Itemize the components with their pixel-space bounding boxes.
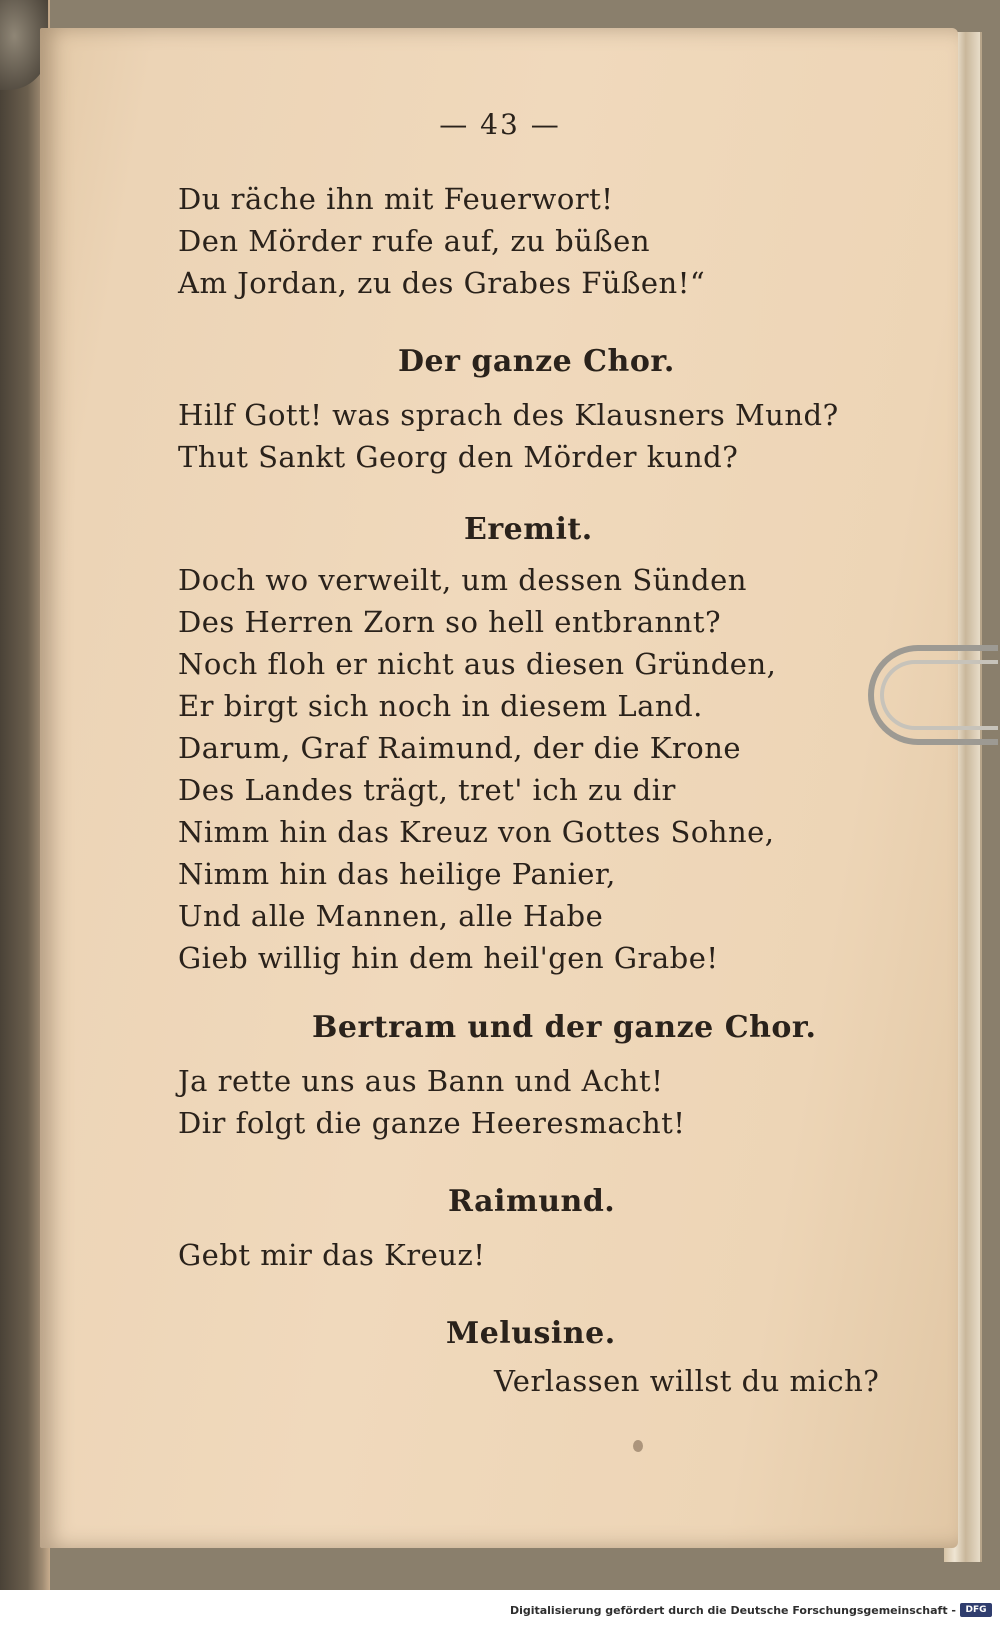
speaker-heading: Raimund. <box>448 1184 616 1219</box>
verse-line: Verlassen willst du mich? <box>494 1364 880 1398</box>
verse-line: Den Mörder rufe auf, zu büßen <box>178 224 651 258</box>
verse-line: Er birgt sich noch in diesem Land. <box>178 689 703 723</box>
digitization-credit: Digitalisierung gefördert durch die Deutsche Forschungsgemeinschaft - <box>509 1604 956 1617</box>
verse-line: Noch floh er nicht aus diesen Gründen, <box>178 647 777 681</box>
page-number: — 43 — <box>439 108 561 141</box>
verse-line: Des Landes trägt, tret' ich zu dir <box>178 773 676 807</box>
verse-line: Du räche ihn mit Feuerwort! <box>178 182 614 216</box>
verse-line: Thut Sankt Georg den Mörder kund? <box>178 440 739 474</box>
speaker-heading: Bertram und der ganze Chor. <box>312 1010 817 1045</box>
verse-line: Und alle Mannen, alle Habe <box>178 899 604 933</box>
verse-line: Gebt mir das Kreuz! <box>178 1238 486 1272</box>
verse-line: Doch wo verweilt, um dessen Sünden <box>178 563 747 597</box>
dfg-logo: DFG <box>960 1603 992 1617</box>
speaker-heading: Eremit. <box>464 512 593 547</box>
speaker-heading: Der ganze Chor. <box>398 344 675 379</box>
verse-line: Ja rette uns aus Bann und Acht! <box>178 1064 664 1098</box>
verse-line: Darum, Graf Raimund, der die Krone <box>178 731 742 765</box>
verse-line: Nimm hin das heilige Panier, <box>178 857 616 891</box>
ink-stain <box>633 1440 643 1452</box>
speaker-heading: Melusine. <box>446 1316 616 1351</box>
paper-clip-inner <box>880 660 998 730</box>
verse-line: Des Herren Zorn so hell entbrannt? <box>178 605 722 639</box>
verse-line: Gieb willig hin dem heil'gen Grabe! <box>178 941 719 975</box>
verse-line: Dir folgt die ganze Heeresmacht! <box>178 1106 686 1140</box>
verse-line: Nimm hin das Kreuz von Gottes Sohne, <box>178 815 775 849</box>
verse-line: Am Jordan, zu des Grabes Füßen!“ <box>178 266 706 300</box>
verse-line: Hilf Gott! was sprach des Klausners Mund? <box>178 398 839 432</box>
